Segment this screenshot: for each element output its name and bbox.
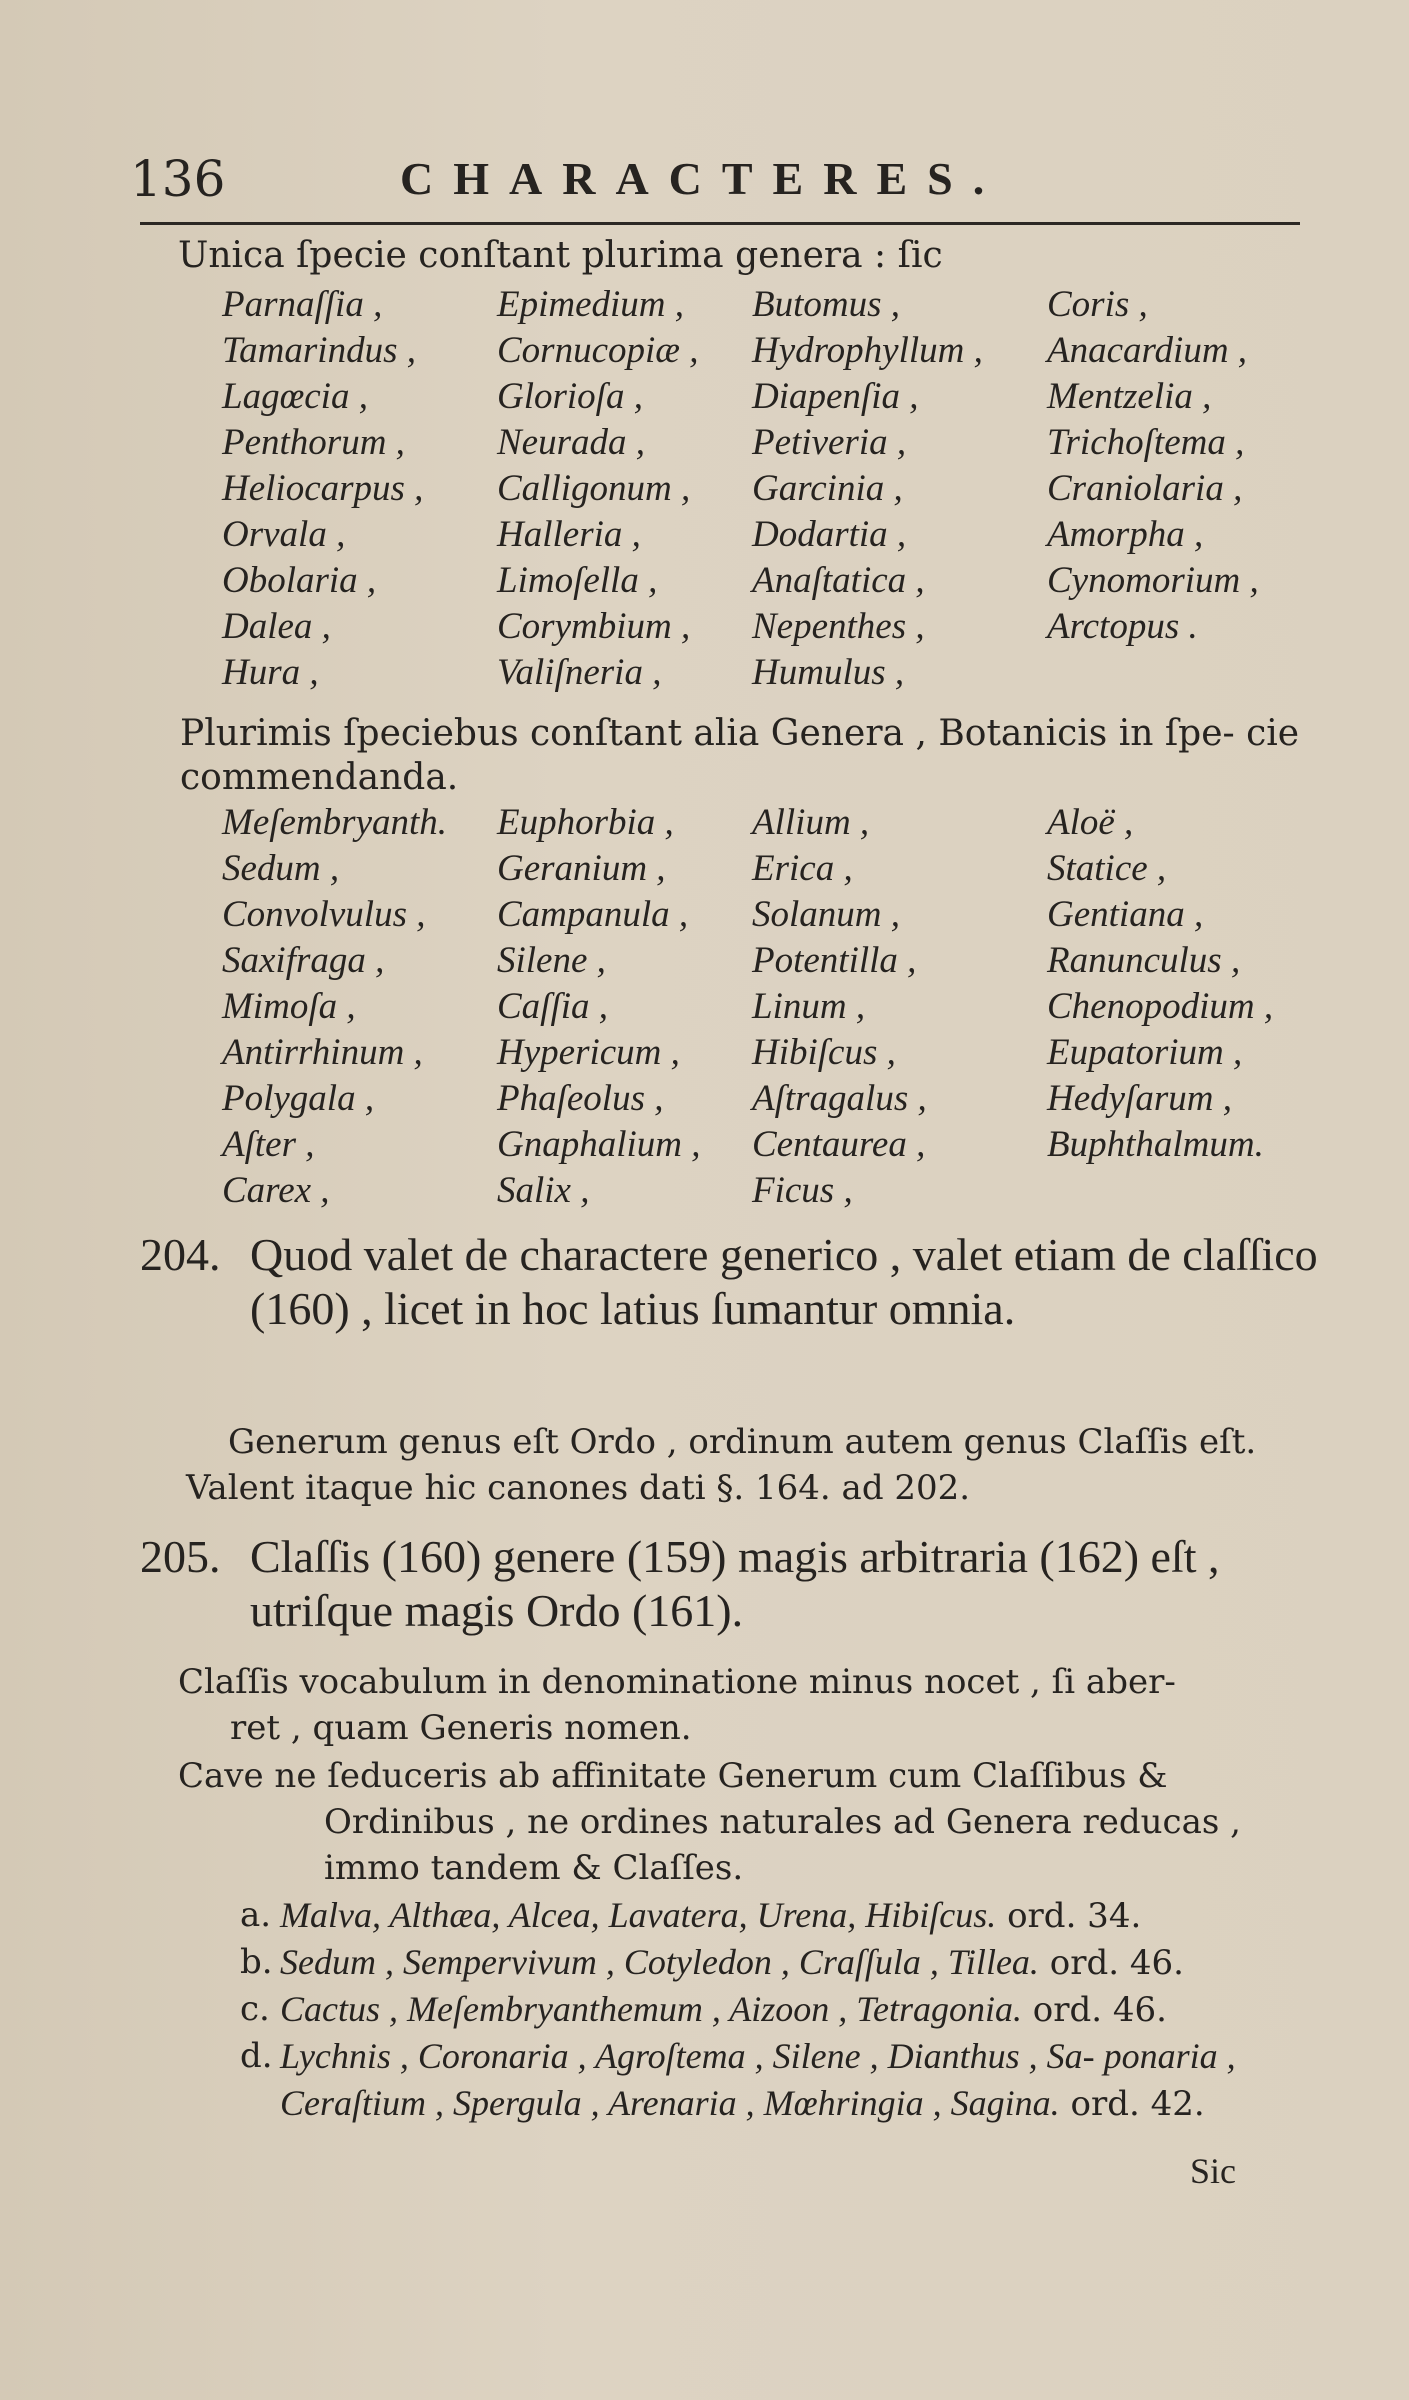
genus-name: Meſembryanth. bbox=[222, 802, 448, 843]
example-text: Lychnis , Coronaria , Agroſtema , Silene , Dianthus , Sa- ponaria , Ceraſtium , Spergula , Arenaria , Mœhringia , Sagina. bbox=[280, 2036, 1236, 2123]
example-ord: ord. 46. bbox=[1032, 1990, 1167, 2030]
example-c bbox=[240, 1986, 1320, 2033]
section-204 bbox=[140, 1228, 1320, 1336]
s205-note-1b: ret , quam Generis nomen. bbox=[230, 1708, 692, 1748]
examples-list bbox=[240, 1892, 1320, 2127]
genus-name: Humulus , bbox=[752, 652, 905, 693]
genus-name: Hura , bbox=[222, 652, 319, 693]
section-number: 205. bbox=[140, 1531, 221, 1582]
genus-name: Dodartia , bbox=[752, 514, 907, 555]
genus-name: Penthorum , bbox=[222, 422, 405, 463]
section-205 bbox=[140, 1530, 1320, 1638]
s205-note-1a: Claſſis vocabulum in denominatione minus nocet , ſi aber- bbox=[178, 1662, 1176, 1702]
genus-name: Dalea , bbox=[222, 606, 331, 647]
genus-name: Solanum , bbox=[752, 894, 900, 935]
example-ord: ord. 34. bbox=[1007, 1896, 1142, 1936]
genus-name: Valiſneria , bbox=[497, 652, 662, 693]
genus-name: Orvala , bbox=[222, 514, 346, 555]
genus-name bbox=[1047, 1168, 1327, 1214]
genus-name: Petiveria , bbox=[752, 422, 907, 463]
genus-name: Erica , bbox=[752, 848, 853, 889]
genus-name: Epimedium , bbox=[497, 284, 685, 325]
genus-name: Limoſella , bbox=[497, 560, 658, 601]
genus-name: Coris , bbox=[1047, 284, 1148, 325]
s204-note-1: Generum genus eſt Ordo , ordinum autem genus Claſſis eſt. bbox=[228, 1422, 1257, 1462]
genus-name: Hibiſcus , bbox=[752, 1032, 896, 1073]
section-number: 204. bbox=[140, 1229, 221, 1280]
intro-single-species: Unica ſpecie conſtant plurima genera : ſic bbox=[178, 235, 943, 276]
genus-name: Heliocarpus , bbox=[222, 468, 424, 509]
genus-name: Aſtragalus , bbox=[752, 1078, 927, 1119]
genus-name: Campanula , bbox=[497, 894, 689, 935]
genus-name: Potentilla , bbox=[752, 940, 917, 981]
catchword: Sic bbox=[1190, 2151, 1237, 2191]
genus-name: Nepenthes , bbox=[752, 606, 925, 647]
genus-name: Hypericum , bbox=[497, 1032, 680, 1073]
genus-name: Silene , bbox=[497, 940, 606, 981]
genus-name: Cornucopiæ , bbox=[497, 330, 699, 371]
genus-name: Butomus , bbox=[752, 284, 900, 325]
genus-name: Cynomorium , bbox=[1047, 560, 1259, 601]
genus-name: Chenopodium , bbox=[1047, 986, 1274, 1027]
genus-name: Amorpha , bbox=[1047, 514, 1204, 555]
section-text-first: Quod valet de charactere generico , valet bbox=[250, 1229, 1014, 1280]
genus-name bbox=[1047, 650, 1327, 696]
genus-name: Polygala , bbox=[222, 1078, 375, 1119]
genus-name: Allium , bbox=[752, 802, 870, 843]
example-d bbox=[240, 2033, 1320, 2127]
genus-name: Ficus , bbox=[752, 1170, 853, 1211]
example-ord: ord. 46. bbox=[1049, 1943, 1184, 1983]
example-b bbox=[240, 1939, 1320, 1986]
genus-name: Aſter , bbox=[222, 1124, 315, 1165]
genus-name: Carex , bbox=[222, 1170, 330, 1211]
genus-name: Arctopus . bbox=[1047, 606, 1198, 647]
genus-name: Antirrhinum , bbox=[222, 1032, 423, 1073]
genus-name: Euphorbia , bbox=[497, 802, 674, 843]
section-text-rest: eſt , utriſque magis Ordo (161). bbox=[250, 1531, 1220, 1636]
example-text: Cactus , Meſembryanthemum , Aizoon , Tetragonia. bbox=[280, 1989, 1022, 2029]
genus-name: Corymbium , bbox=[497, 606, 691, 647]
section-text-rest: etiam de claſſico (160) , licet in hoc latius ſumantur omnia. bbox=[250, 1229, 1318, 1334]
genus-name: Hedyſarum , bbox=[1047, 1078, 1232, 1119]
page-number: 136 bbox=[130, 150, 226, 208]
genera-single-species-list bbox=[222, 282, 1327, 696]
genus-name: Parnaſſia , bbox=[222, 284, 383, 325]
genus-name: Halleria , bbox=[497, 514, 641, 555]
example-key: c. bbox=[240, 1989, 270, 2029]
genus-name: Neurada , bbox=[497, 422, 645, 463]
genus-name: Saxifraga , bbox=[222, 940, 385, 981]
genus-name: Gentiana , bbox=[1047, 894, 1204, 935]
genera-multi-species-list bbox=[222, 800, 1327, 1214]
genus-name: Calligonum , bbox=[497, 468, 691, 509]
genus-name: Phaſeolus , bbox=[497, 1078, 664, 1119]
genus-name: Gnaphalium , bbox=[497, 1124, 701, 1165]
example-ord: ord. 42. bbox=[1070, 2084, 1205, 2124]
example-key: d. bbox=[240, 2036, 273, 2076]
s205-note-2b: Ordinibus , ne ordines naturales ad Genera reducas , bbox=[324, 1802, 1241, 1842]
genus-name: Trichoſtema , bbox=[1047, 422, 1245, 463]
genus-name: Tamarindus , bbox=[222, 330, 416, 371]
genus-name: Salix , bbox=[497, 1170, 590, 1211]
genus-name: Geranium , bbox=[497, 848, 666, 889]
genus-name: Convolvulus , bbox=[222, 894, 426, 935]
header-rule bbox=[140, 222, 1300, 225]
running-head bbox=[130, 150, 1280, 210]
genus-name: Garcinia , bbox=[752, 468, 903, 509]
genus-name: Caſſia , bbox=[497, 986, 609, 1027]
genus-name: Mentzelia , bbox=[1047, 376, 1212, 417]
intro-multi-species: Plurimis ſpeciebus conſtant alia Genera , Botanicis in ſpe- cie commendanda. bbox=[180, 713, 1300, 798]
genus-name: Eupatorium , bbox=[1047, 1032, 1243, 1073]
genus-name: Ranunculus , bbox=[1047, 940, 1241, 981]
genus-name: Mimoſa , bbox=[222, 986, 356, 1027]
genus-name: Craniolaria , bbox=[1047, 468, 1243, 509]
genus-name: Diapenſia , bbox=[752, 376, 919, 417]
genus-name: Anacardium , bbox=[1047, 330, 1248, 371]
example-key: b. bbox=[240, 1942, 273, 1982]
genus-name: Hydrophyllum , bbox=[752, 330, 983, 371]
genus-name: Aloë , bbox=[1047, 802, 1134, 843]
s204-note-2: Valent itaque hic canones dati §. 164. ad 202. bbox=[186, 1468, 971, 1508]
section-text-first: Claſſis (160) genere (159) magis arbitraria (162) bbox=[250, 1531, 1151, 1582]
section-text bbox=[250, 1530, 1320, 1638]
genus-name: Statice , bbox=[1047, 848, 1167, 889]
genus-name: Buphthalmum. bbox=[1047, 1124, 1264, 1165]
s205-note-2a: Cave ne ſeduceris ab affinitate Generum cum Claſſibus & bbox=[178, 1756, 1168, 1796]
genus-name: Centaurea , bbox=[752, 1124, 926, 1165]
genus-name: Linum , bbox=[752, 986, 866, 1027]
example-text: Malva, Althæa, Alcea, Lavatera, Urena, Hibiſcus. bbox=[280, 1895, 997, 1935]
running-title: CHARACTERES. bbox=[400, 153, 1005, 204]
example-a bbox=[240, 1892, 1320, 1939]
example-text: Sedum , Sempervivum , Cotyledon , Craſſula , Tillea. bbox=[280, 1942, 1039, 1982]
section-text bbox=[250, 1228, 1320, 1336]
genus-name: Obolaria , bbox=[222, 560, 377, 601]
genus-name: Glorioſa , bbox=[497, 376, 643, 417]
genus-name: Anaſtatica , bbox=[752, 560, 925, 601]
genus-name: Sedum , bbox=[222, 848, 340, 889]
example-key: a. bbox=[240, 1895, 272, 1935]
genus-name: Lagœcia , bbox=[222, 376, 368, 417]
s205-note-2c: immo tandem & Claſſes. bbox=[324, 1848, 744, 1888]
